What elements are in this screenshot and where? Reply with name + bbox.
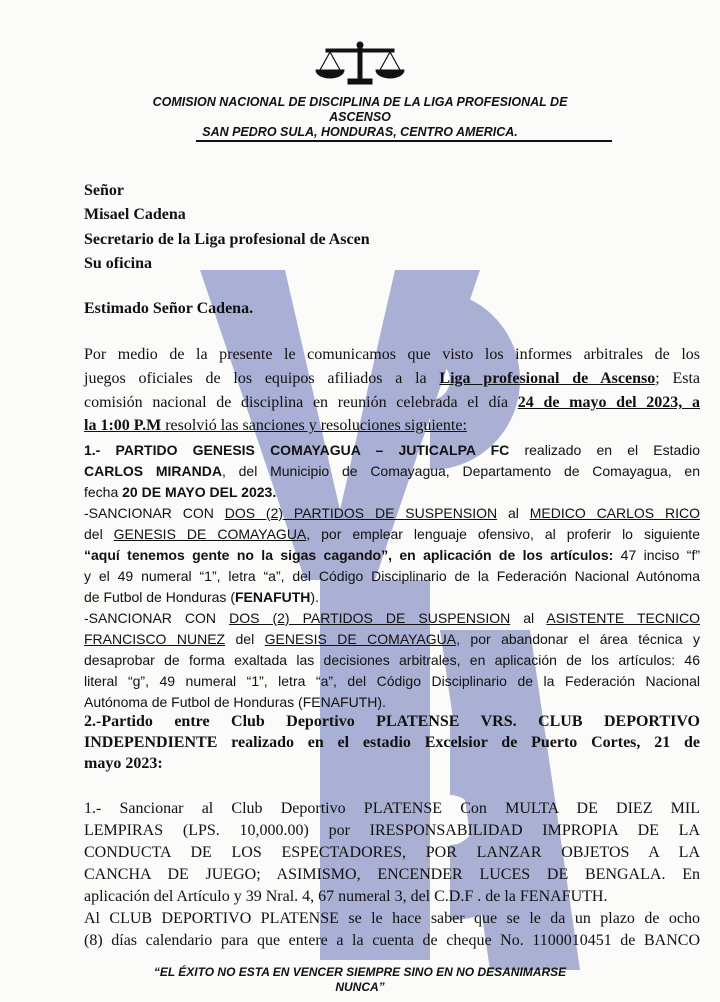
section2-para-line-7: (8) días calendario para que entere a la cuenta de cheque No. 1100010451 de BANCO (84, 932, 700, 949)
intro-line-4: la 1:00 P.M resolvió las sanciones y resoluciones siguiente: (84, 417, 467, 434)
sanction1-line-3: “aquí tenemos gente no la sigas cagando”, en aplicación de los artículos: 47 inciso “f” (84, 547, 700, 563)
section2-para-line-4: CANCHA DE JUEGO; ASIMISMO, ENCENDER LUCES DE BENGALA. En (84, 866, 700, 883)
section1-heading-1: 1.- PARTIDO GENESIS COMAYAGUA – JUTICALPA FC realizado en el Estadio (84, 442, 700, 458)
section2-heading-2: INDEPENDIENTE realizado en el estadio Excelsior de Puerto Cortes, 21 de (84, 734, 700, 751)
footer-motto-line-2: NUNCA” (335, 980, 385, 994)
footer-motto-line-1: “EL ÉXITO NO ESTA EN VENCER SIEMPRE SINO EN NO DESANIMARSE (153, 965, 567, 979)
sanction2-line-2: FRANCISCO NUNEZ del GENESIS DE COMAYAGUA, por abandonar el área técnica y (84, 631, 700, 647)
section1-heading-3: fecha 20 DE MAYO DEL 2023. (84, 484, 277, 500)
sanction1-line-5: de Futbol de Honduras (FENAFUTH). (84, 589, 319, 605)
header-line-1: COMISION NACIONAL DE DISCIPLINA DE LA LIGA PROFESIONAL DE (152, 95, 568, 109)
sanction2-line-5: Autónoma de Futbol de Honduras (FENAFUTH). (84, 694, 386, 710)
header-divider (196, 140, 612, 142)
scales-of-justice-icon (312, 40, 408, 88)
header-line-2: ASCENSO (329, 110, 391, 124)
recipient-office: Su oficina (84, 255, 153, 272)
section2-heading-1: 2.-Partido entre Club Deportivo PLATENSE VRS. CLUB DEPORTIVO (84, 713, 700, 730)
intro-line-1: Por medio de la presente le comunicamos que visto los informes arbitrales de los (84, 346, 700, 363)
sanction1-line-1: -SANCIONAR CON DOS (2) PARTIDOS DE SUSPENSION al MEDICO CARLOS RICO (84, 505, 700, 521)
header-line-3: SAN PEDRO SULA, HONDURAS, CENTRO AMERICA. (202, 125, 518, 139)
section2-para-line-2: LEMPIRAS (LPS. 10,000.00) por IRESPONSABILIDAD IMPROPIA DE LA (84, 822, 700, 839)
section1-heading-2: CARLOS MIRANDA, del Municipio de Comayagua, Departamento de Comayagua, en (84, 463, 700, 479)
sanction1-line-2: del GENESIS DE COMAYAGUA, por emplear lenguaje ofensivo, al proferir lo siguiente (84, 526, 700, 542)
sanction1-line-4: y el 49 numeral “1”, letra “a”, del Código Disciplinario de la Federación Nacional Autónoma (84, 568, 700, 584)
greeting: Estimado Señor Cadena. (84, 300, 254, 317)
recipient-salutation: Señor (84, 182, 124, 199)
section2-heading-3: mayo 2023: (84, 755, 163, 772)
intro-line-3: comisión nacional de disciplina en reunión celebrada el día 24 de mayo del 2023, a (84, 394, 700, 411)
intro-line-2: juegos oficiales de los equipos afiliados a la Liga profesional de Ascenso; Esta (84, 370, 700, 387)
sanction2-line-1: -SANCIONAR CON DOS (2) PARTIDOS DE SUSPENSION al ASISTENTE TECNICO (84, 610, 700, 626)
recipient-title: Secretario de la Liga profesional de Ascen (84, 231, 370, 248)
section2-para-line-5: aplicación del Artículo y 39 Nral. 4, 67 numeral 3, del C.D.F . de la FENAFUTH. (84, 888, 608, 905)
section2-para-line-1: 1.- Sancionar al Club Deportivo PLATENSE Con MULTA DE DIEZ MIL (84, 800, 700, 817)
sanction2-line-3: desaprobar de forma exaltada las decisiones arbitrales, en aplicación de los artículos: 46 (84, 652, 700, 668)
recipient-name: Misael Cadena (84, 206, 186, 223)
sanction2-line-4: literal “g”, 49 numeral “1”, letra “a”, del Código Disciplinario de la Federación Nacional (84, 673, 700, 689)
section2-para-line-3: CONDUCTA DE LOS ESPECTADORES, POR LANZAR OBJETOS A LA (84, 844, 700, 861)
section2-para-line-6: Al CLUB DEPORTIVO PLATENSE se le hace saber que se le da un plazo de ocho (84, 910, 700, 927)
